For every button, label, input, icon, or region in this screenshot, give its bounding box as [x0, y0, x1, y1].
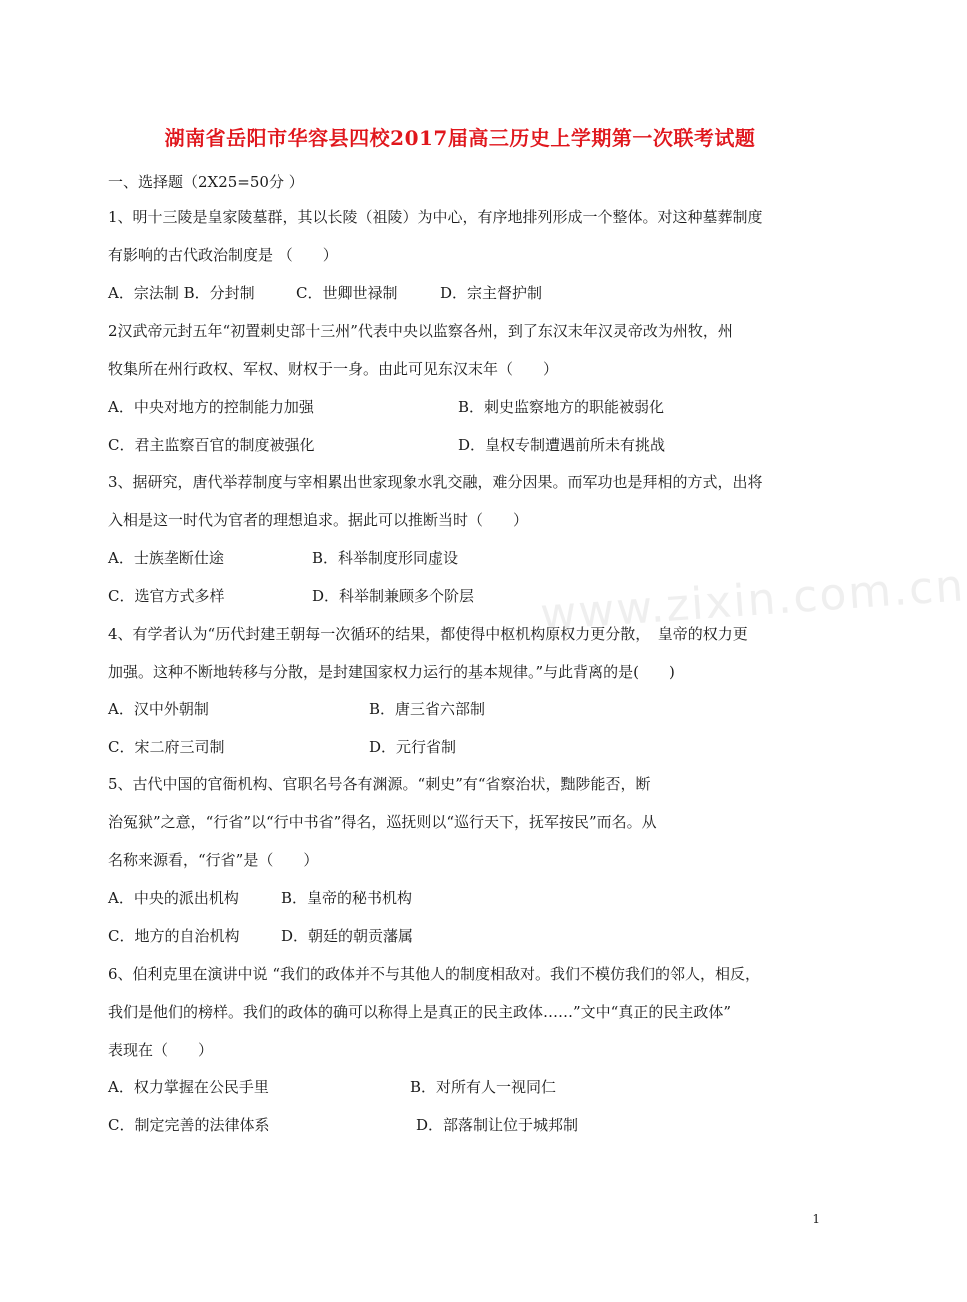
question-2-option-a: A．中央对地方的控制能力加强: [108, 398, 314, 416]
document-title: 湖南省岳阳市华容县四校2017届高三历史上学期第一次联考试题: [164, 126, 756, 150]
page-number: 1: [812, 1212, 820, 1226]
question-1-line-1: 1、明十三陵是皇家陵墓群，其以长陵（祖陵）为中心，有序地排列形成一个整体。对这种墓葬制度: [108, 208, 763, 226]
question-5-option-d: D．朝廷的朝贡藩属: [281, 927, 414, 945]
question-1-option-d: D．宗主督护制: [440, 284, 543, 302]
question-3-line-1: 3、据研究，唐代举荐制度与宰相累出世家现象水乳交融，难分因果。而军功也是拜相的方式，出将: [108, 473, 763, 491]
question-6-line-1: 6、伯利克里在演讲中说 “我们的政体并不与其他人的制度相敌对。我们不模仿我们的邻人，相反，: [108, 965, 760, 983]
question-4-option-c: C．宋二府三司制: [108, 738, 225, 756]
question-4-line-2: 加强。这种不断地转移与分散，是封建国家权力运行的基本规律。”与此背离的是( ): [108, 663, 675, 681]
question-4-option-d: D．元行省制: [369, 738, 457, 756]
question-1-option-ab: A．宗法制 B．分封制: [108, 284, 255, 302]
question-3-option-b: B．科举制度形同虚设: [312, 549, 459, 567]
question-2-line-2: 牧集所在州行政权、军权、财权于一身。由此可见东汉末年（ ）: [108, 360, 559, 378]
question-1-option-c: C．世卿世禄制: [296, 284, 398, 302]
question-5-option-a: A．中央的派出机构: [108, 889, 239, 907]
question-4-option-b: B．唐三省六部制: [369, 700, 486, 718]
question-5-option-b: B．皇帝的秘书机构: [281, 889, 413, 907]
question-6-option-d: D．部落制让位于城邦制: [416, 1116, 579, 1134]
section-heading: 一、选择题（2X25=50分 ）: [108, 173, 304, 191]
question-5-line-3: 名称来源看，“行省”是（ ）: [108, 851, 319, 869]
question-6-line-2: 我们是他们的榜样。我们的政体的确可以称得上是真正的民主政体……”文中“真正的民主政体”: [108, 1003, 732, 1021]
question-3-option-c: C．选官方式多样: [108, 587, 225, 605]
question-5-line-1: 5、古代中国的官衙机构、官职名号各有渊源。“刺史”有“省察治状，黜陟能否，断: [108, 775, 651, 793]
question-5-line-2: 治冤狱”之意，“行省”以“行中书省”得名，巡抚则以“巡行天下，抚军按民”而名。从: [108, 813, 657, 831]
question-2-option-c: C．君主监察百官的制度被强化: [108, 436, 315, 454]
question-2-option-b: B．刺史监察地方的职能被弱化: [458, 398, 665, 416]
question-6-option-a: A．权力掌握在公民手里: [108, 1078, 269, 1096]
question-3-line-2: 入相是这一时代为官者的理想追求。据此可以推断当时（ ）: [108, 511, 529, 529]
question-4-option-a: A．汉中外朝制: [108, 700, 209, 718]
question-6-line-3: 表现在（ ）: [108, 1041, 214, 1059]
question-2-option-d: D．皇权专制遭遇前所未有挑战: [458, 436, 666, 454]
question-3-option-a: A．士族垄断仕途: [108, 549, 224, 567]
question-6-option-b: B．对所有人一视同仁: [410, 1078, 557, 1096]
question-3-option-d: D．科举制兼顾多个阶层: [312, 587, 475, 605]
question-5-option-c: C．地方的自治机构: [108, 927, 240, 945]
watermark: www.zixin.com.cn: [538, 560, 967, 641]
question-4-line-1: 4、有学者认为“历代封建王朝每一次循环的结果，都使得中枢机构原权力更分散， 皇帝的权力更: [108, 625, 748, 643]
question-1-line-2: 有影响的古代政治制度是 （ ）: [108, 246, 338, 264]
question-6-option-c: C．制定完善的法律体系: [108, 1116, 270, 1134]
question-2-line-1: 2汉武帝元封五年“初置刺史部十三州”代表中央以监察各州，到了东汉末年汉灵帝改为州牧，州: [108, 322, 733, 340]
